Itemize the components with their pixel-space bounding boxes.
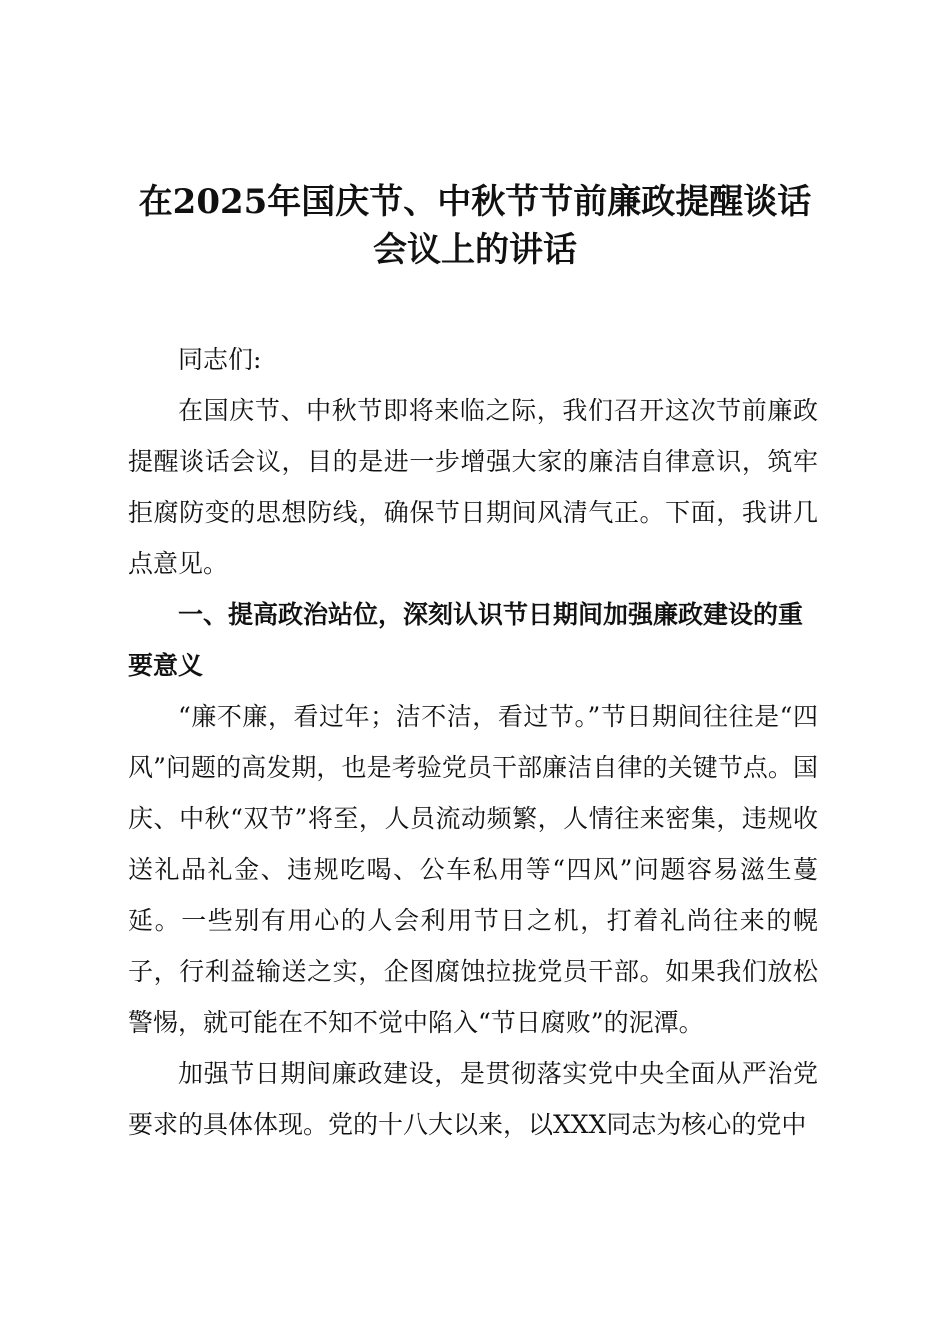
title-line-1: 在2025年国庆节、中秋节节前廉政提醒谈话 xyxy=(138,182,812,222)
paragraph-intro: 在国庆节、中秋节即将来临之际，我们召开这次节前廉政提醒谈话会议，目的是进一步增强大家的廉洁自律意识，筑牢拒腐防变的思想防线，确保节日期间风清气正。下面，我讲几点意见。 xyxy=(128,396,818,578)
section-heading-1: 一、提高政治站位，深刻认识节日期间加强廉政建设的重要意义 xyxy=(128,600,804,680)
paragraph-2: “廉不廉，看过年；洁不洁，看过节。”节日期间往往是“四风”问题的高发期，也是考验党员干部廉洁自律的关键节点。国庆、中秋“双节”将至，人员流动频繁，人情往来密集，违规收送礼品礼金、违规吃喝、公车私用等“四风”问题容易滋生蔓延。一些别有用心的人会利用节日之机，打着礼尚往来的幌子，行利益输送之实，企图腐蚀拉拢党员干部。如果我们放松警惕，就可能在不知不觉中陷入“节日腐败”的泥潭。 xyxy=(128,702,818,1037)
title-line-2: 会议上的讲话 xyxy=(373,230,577,270)
document-title xyxy=(128,178,822,274)
salutation: 同志们: xyxy=(178,345,262,374)
paragraph-3: 加强节日期间廉政建设，是贯彻落实党中央全面从严治党要求的具体体现。党的十八大以来，以XXX同志为核心的党中 xyxy=(128,1059,818,1139)
document-body xyxy=(128,334,818,1150)
